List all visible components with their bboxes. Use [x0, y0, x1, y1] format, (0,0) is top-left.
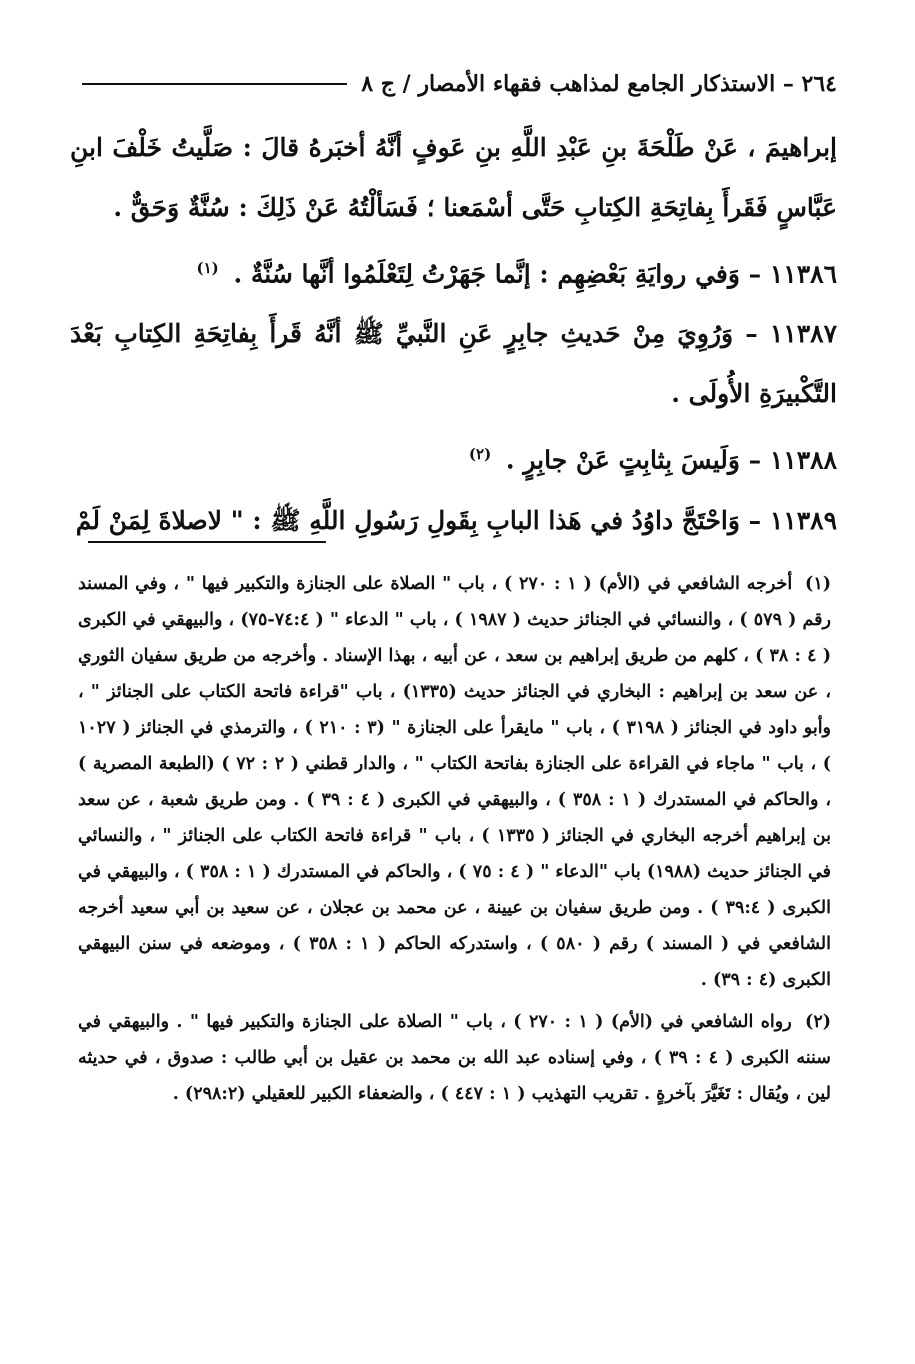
- footnote: [78, 566, 831, 998]
- footnote-text: أخرجه الشافعي في (الأم) ( ١ : ٢٧٠ ) ، باب " الصلاة على الجنازة والتكبير فيها " ، وفي المسند رقم ( ٥٧٩ ) ، والنسائي في الجنائز حديث ( ١٩٨٧ ) ، باب " الدعاء " ( ٧٤:٤-٧٥) ، والبيهقي في الكبرى ( ٤ : ٣٨ ) ، كلهم من طريق إبراهيم بن سعد ، عن أبيه ، بهذا الإسناد . وأخرجه من طريق سفيان الثوري ، عن سعد بن إبراهيم : البخاري في الجنائز حديث (١٣٣٥) ، باب "قراءة فاتحة الكتاب على الجنائز " ، وأبو داود في الجنائز ( ٣١٩٨ ) ، باب " مايقرأ على الجنازة " (٣ : ٢١٠ ) ، والترمذي في الجنائز ( ١٠٢٧ ) ، باب " ماجاء في القراءة على الجنازة بفاتحة الكتاب " ، والدار قطني ( ٢ : ٧٢ ) (الطبعة المصرية ) ، والحاكم في المستدرك ( ١ : ٣٥٨ ) ، والبيهقي في الكبرى ( ٤ : ٣٩ ) . ومن طريق شعبة ، عن سعد بن إبراهيم أخرجه البخاري في الجنائز ( ١٣٣٥ ) ، باب " قراءة فاتحة الكتاب على الجنائز " ، والنسائي في الجنائز حديث (١٩٨٨) باب "الدعاء " ( ٤ : ٧٥ ) ، والحاكم في المستدرك ( ١ : ٣٥٨ ) ، والبيهقي في الكبرى ( ٣٩:٤ ) . ومن طريق سفيان بن عيينة ، عن محمد بن عجلان ، عن سعيد بن أبي سعيد أخرجه الشافعي في ( المسند ) رقم ( ٥٨٠ ) ، واستدركه الحاكم ( ١ : ٣٥٨ ) ، وموضعه في سنن البيهقي الكبرى (٤ : ٣٩) .: [78, 574, 832, 990]
- main-paragraph: [70, 238, 837, 304]
- footnotes: [78, 566, 831, 1118]
- paragraph-text: ١١٣٨٩ – وَاحْتَجَّ داوُدُ في هَذا البابِ بِقَولِ رَسُولِ اللَّهِ ﷺ : " لاصلاةَ لِمَنْ لَمْ: [75, 505, 837, 535]
- footnote-divider: [88, 541, 326, 543]
- paragraph-text: إبراهيمَ ، عَنْ طَلْحَةَ بنِ عَبْدِ اللَّهِ بنِ عَوفٍ أنَّهُ أخبَرهُ قالَ : صَلَّيتُ خَلْفَ ابنِ عَبَّاسٍ فَقَرأَ بِفاتِحَةِ الكِتابِ حَتَّى أسْمَعنا ؛ فَسَألْتُهُ عَنْ ذَلِكَ : سُنَّةٌ وَحَقٌّ .: [70, 133, 837, 222]
- footnote-label: (١): [805, 574, 832, 594]
- footnote-text: رواه الشافعي في (الأم) ( ١ : ٢٧٠ ) ، باب " الصلاة على الجنازة والتكبير فيها " . والبيهقي في سننه الكبرى ( ٤ : ٣٩ ) ، وفي إسناده عبد الله بن محمد بن عقيل بن أبي طالب : صدوق ، في حديثه لين ، ويُقال : تَغَيَّرَ بآخرةٍ . تقريب التهذيب ( ١ : ٤٤٧ ) ، والضعفاء الكبير للعقيلي (٢٩٨:٢) .: [78, 1012, 831, 1104]
- footnote: [78, 1004, 831, 1112]
- footnote-label: (٢): [805, 1012, 831, 1032]
- header-rule: [82, 83, 347, 85]
- main-paragraph: [70, 424, 837, 490]
- main-text: [70, 118, 837, 551]
- header-title: ٢٦٤ – الاستذكار الجامع لمذاهب فقهاء الأمصار / ج ٨: [361, 71, 837, 97]
- footnote-reference: (١): [196, 259, 219, 277]
- main-paragraph: [70, 118, 837, 238]
- main-paragraph: [70, 304, 837, 424]
- paragraph-text: ١١٣٨٦ – وَفي روايَةِ بَعْضِهِم : إنَّما جَهَرْتُ لِتَعْلَمُوا أنَّها سُنَّةٌ .: [233, 259, 837, 289]
- running-header: [78, 64, 837, 104]
- paragraph-text: ١١٣٨٧ – وَرُوِيَ مِنْ حَديثِ جابِرٍ عَنِ النَّبيِّ ﷺ أنَّهُ قَرأَ بِفاتِحَةِ الكِتابِ بَعْدَ التَّكْبيرَةِ الأُولَى .: [70, 319, 837, 409]
- paragraph-text: ١١٣٨٨ – وَلَيسَ بِثابِتٍ عَنْ جابِرٍ .: [505, 445, 837, 475]
- footnote-reference: (٢): [468, 445, 492, 464]
